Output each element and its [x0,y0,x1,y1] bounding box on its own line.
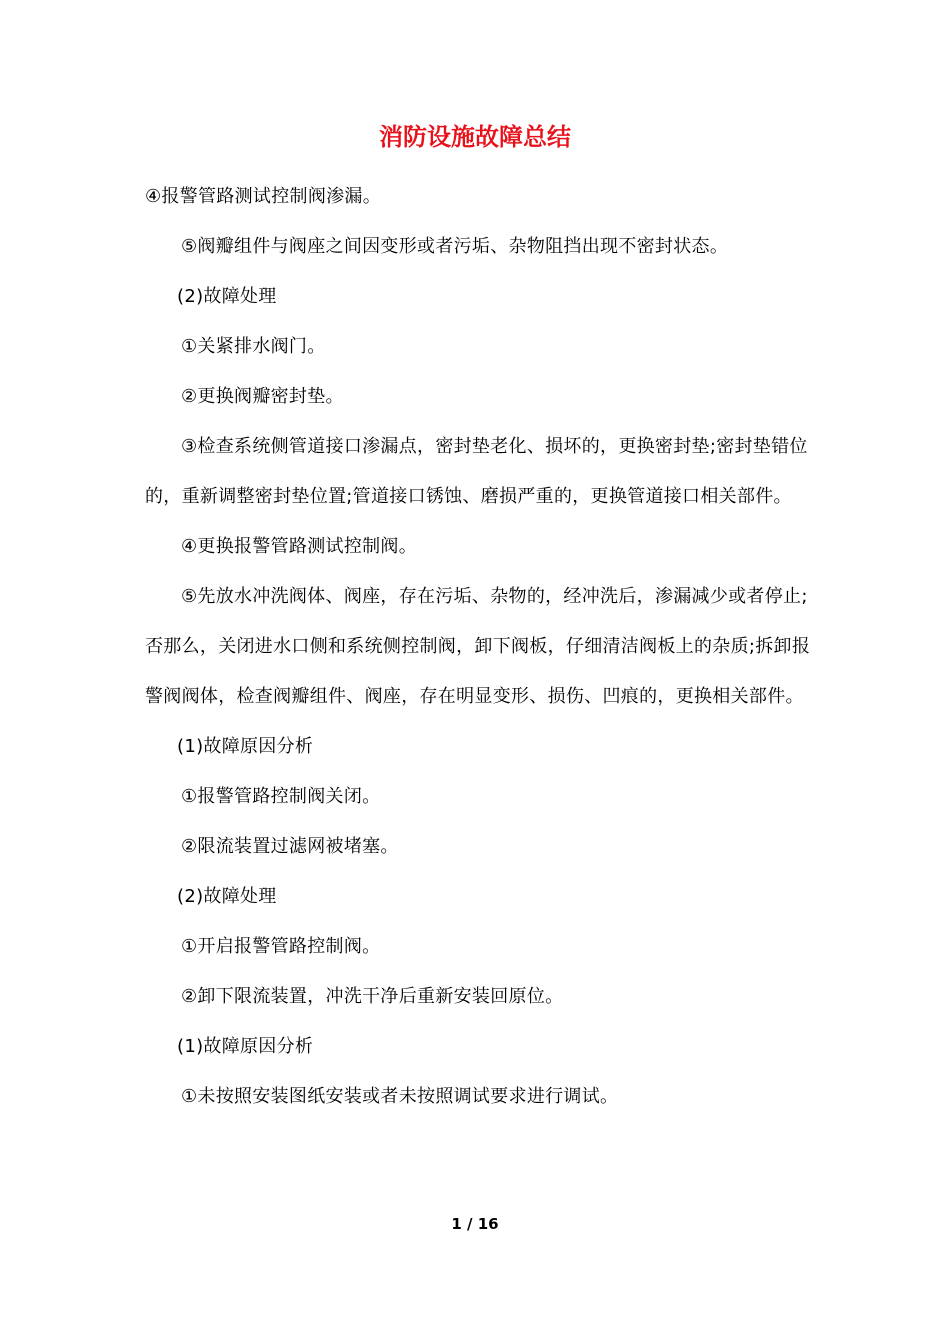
document-body [145,172,817,1122]
section-heading: (2)故障处理 [177,286,277,307]
paragraph: ①报警管路控制阀关闭。 [181,786,381,807]
paragraph: ⑤先放水冲洗阀体、阀座，存在污垢、杂物的，经冲洗后，渗漏减少或者停止;否那么，关闭进水口侧和系统侧控制阀，卸下阀板，仔细清洁阀板上的杂质;拆卸报警阀阀体，检查阀瓣组件、阀座，存在明显变形、损伤、凹痕的，更换相关部件。 [145,586,811,707]
paragraph: ②限流装置过滤网被堵塞。 [181,836,399,857]
paragraph: ①关紧排水阀门。 [181,336,326,357]
paragraph: ③检查系统侧管道接口渗漏点，密封垫老化、损坏的，更换密封垫;密封垫错位的，重新调整密封垫位置;管道接口锈蚀、磨损严重的，更换管道接口相关部件。 [145,436,808,507]
paragraph: ④报警管路测试控制阀渗漏。 [145,186,382,207]
paragraph: ①开启报警管路控制阀。 [181,936,381,957]
paragraph: ②更换阀瓣密封垫。 [181,386,344,407]
paragraph: ④更换报警管路测试控制阀。 [181,536,418,557]
paragraph: ①未按照安装图纸安装或者未按照调试要求进行调试。 [181,1086,619,1107]
paragraph: ⑤阀瓣组件与阀座之间因变形或者污垢、杂物阻挡出现不密封状态。 [181,236,729,257]
page-number: 1 / 16 [451,1215,499,1233]
paragraph: ②卸下限流装置，冲洗干净后重新安装回原位。 [181,986,564,1007]
section-heading: (1)故障原因分析 [177,1036,314,1057]
section-heading: (2)故障处理 [177,886,277,907]
document-title: 消防设施故障总结 [379,123,571,151]
section-heading: (1)故障原因分析 [177,736,314,757]
